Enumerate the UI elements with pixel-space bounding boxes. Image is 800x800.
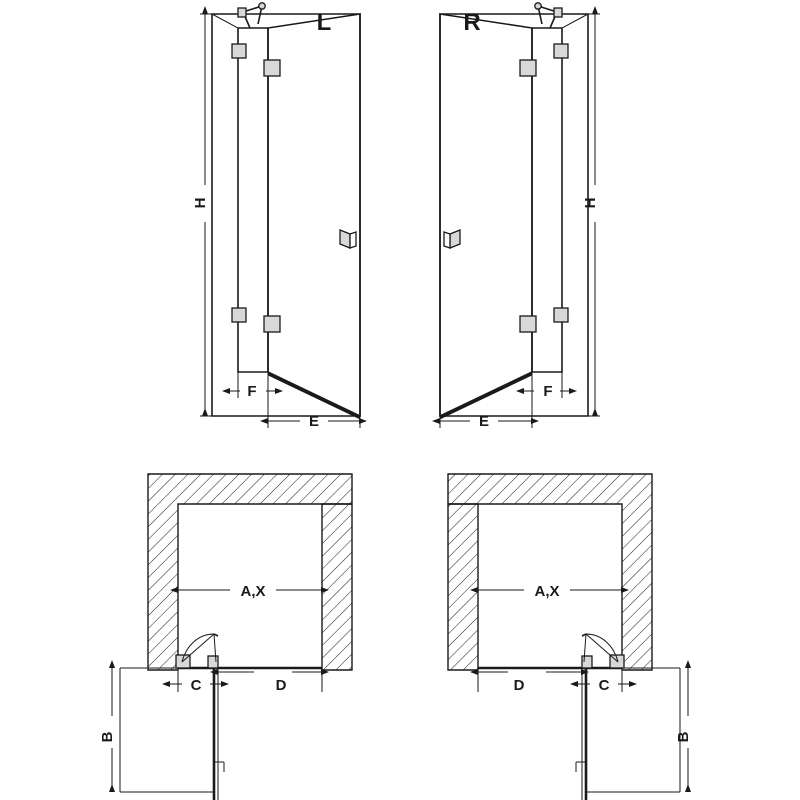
dimension-d-right <box>478 668 582 694</box>
dimension-height-right <box>582 14 600 416</box>
dimension-f-left <box>230 372 276 400</box>
dimension-height-left <box>192 14 212 416</box>
label-c-left: C <box>190 677 202 694</box>
label-d-left: D <box>275 677 287 694</box>
handle-icon <box>444 230 460 248</box>
label-e-right: E <box>478 413 490 430</box>
label-height-left: H <box>192 197 209 209</box>
label-b-right: B <box>675 731 692 743</box>
plan-view-left <box>99 474 352 800</box>
hinge-icon <box>232 44 280 332</box>
dimension-ax-right <box>478 583 622 600</box>
front-view-right <box>440 3 600 430</box>
label-c-right: C <box>598 677 610 694</box>
stabilizer-bar-icon <box>535 3 562 28</box>
label-height-right: H <box>582 197 599 209</box>
label-f-right: F <box>543 383 553 400</box>
label-ax-right: A,X <box>534 583 560 600</box>
dimension-f-right <box>524 372 570 400</box>
dimension-ax-left <box>178 583 322 600</box>
label-f-left: F <box>247 383 257 400</box>
front-view-left <box>192 3 360 430</box>
label-e-left: E <box>308 413 320 430</box>
label-d-right: D <box>513 677 525 694</box>
label-ax-left: A,X <box>240 583 266 600</box>
label-b-left: B <box>99 731 116 743</box>
wall-hatch-icon <box>148 474 352 670</box>
dimension-c-right <box>578 668 630 694</box>
dimension-c-left <box>170 668 222 694</box>
hinge-icon <box>520 44 568 332</box>
variant-label-left: L <box>316 9 332 36</box>
dimension-d-left <box>218 668 322 694</box>
plan-view-right <box>448 474 692 800</box>
variant-label-right: R <box>463 9 481 36</box>
stabilizer-bar-icon <box>238 3 265 28</box>
wall-hatch-icon <box>448 474 652 670</box>
handle-icon <box>340 230 356 248</box>
